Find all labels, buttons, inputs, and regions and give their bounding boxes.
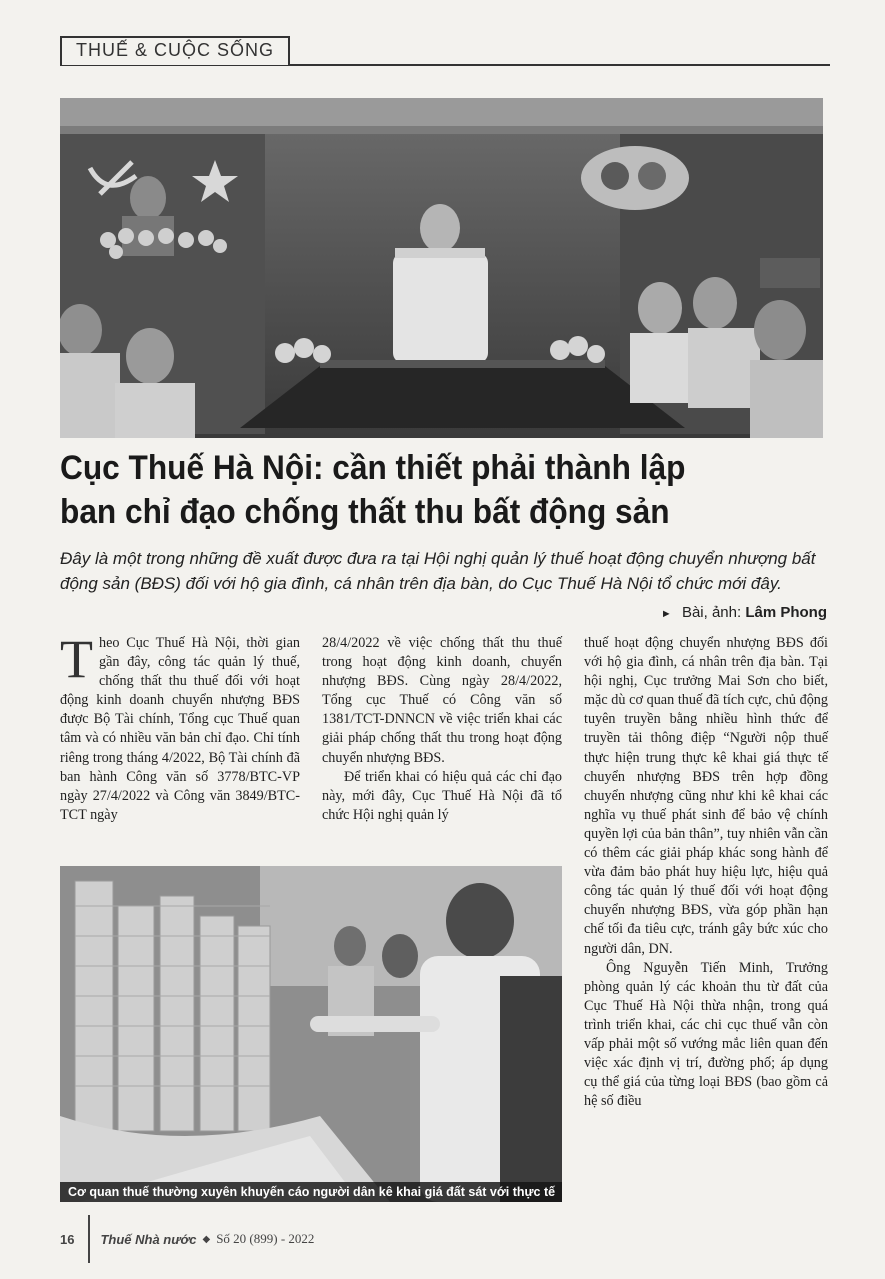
real-estate-model-photo xyxy=(60,866,562,1202)
publication-name: Thuế Nhà nước xyxy=(100,1231,197,1247)
photo-caption: Cơ quan thuế thường xuyên khuyến cáo người dân kê khai giá đất sát với thực tế xyxy=(60,1182,562,1202)
headline-line-1: Cục Thuế Hà Nội: cần thiết phải thành lập xyxy=(60,449,686,487)
drop-cap: T xyxy=(60,629,93,689)
byline xyxy=(661,604,827,621)
headline-line-2: ban chỉ đạo chống thất thu bất động sản xyxy=(60,493,670,531)
issue-number: Số 20 (899) - 2022 xyxy=(216,1231,315,1246)
page-number: 16 xyxy=(60,1231,75,1247)
page-footer xyxy=(60,1228,314,1250)
byline-prefix: Bài, ảnh: xyxy=(681,604,742,621)
diamond-separator-icon: ◆ xyxy=(202,1233,211,1245)
byline-author: Lâm Phong xyxy=(745,604,827,621)
body-column-3 xyxy=(584,634,828,1111)
body-paragraph: 28/4/2022 về việc chống thất thu thuế trong hoạt động kinh doanh, chuyển nhượng BĐS. Cùng ngày 28/4/2022, Tổng cục Thuế có Công văn số 1381/TCT-DNNCN về việc triển khai các giải pháp chống thất thu trong hoạt động chuyển nhượng BĐS. xyxy=(322,635,562,766)
meeting-photo xyxy=(60,98,823,438)
body-paragraph: Ông Nguyễn Tiến Minh, Trưởng phòng quản lý các khoản thu từ đất của Cục Thuế Hà Nội thừa nhận, trong quá trình triển khai, các chi cục thuế vẫn còn vấp phải một số vướng mắc liên quan đến việc xác định vị trí, đường phố; áp dụng cụ thể giá của từng loại BĐS (bao gồm cả hệ số điều xyxy=(584,959,828,1110)
body-text: heo Cục Thuế Hà Nội, thời gian gần đây, công tác quản lý thuế, chống thất thu thuế đối với hoạt động kinh doanh chuyển nhượng BĐS được Bộ Tài chính, Tổng cục Thuế quan tâm và có nhiều văn bản chỉ đạo. Chỉ tính riêng trong tháng 4/2022, Bộ Tài chính đã ban hành Công văn số 3778/BTC-VP ngày 27/4/2022 và Công văn 3849/BTC-TCT ngày xyxy=(60,635,300,823)
body-paragraph: Để triển khai có hiệu quả các chỉ đạo này, mới đây, Cục Thuế Hà Nội đã tổ chức Hội nghị quản lý xyxy=(322,768,562,823)
headline xyxy=(60,446,776,534)
body-column-1 xyxy=(60,629,300,825)
body-paragraph xyxy=(60,629,300,825)
body-paragraph: thuế hoạt động chuyển nhượng BĐS đối với hộ gia đình, cá nhân trên địa bàn. Tại hội nghị, Cục trưởng Mai Sơn cho biết, mặc dù cơ quan thuế đã tích cực, chủ động tuyên truyền bằng nhiều hình thức để truyền tải thông điệp “Người nộp thuế thực hiện trung thực kê khai giá thực tế chuyển nhượng BĐS trên hợp đồng chuyển nhượng cũng như khi kê khai các nghĩa vụ thuế phát sinh để bảo vệ chính quyền lợi của bản thân”, tuy nhiên vẫn cần có thêm các giải pháp khác song hành để vừa đảm bảo phát huy hiệu lực, hiệu quả công tác quản lý thuế đối với hoạt động chuyển nhượng BĐS, vừa góp phần hạn chế tối đa tiêu cực, tránh gây bức xúc cho người dân, DN. xyxy=(584,635,828,957)
triangle-bullet-icon: ► xyxy=(660,608,672,620)
footer-divider xyxy=(88,1215,90,1263)
section-header xyxy=(60,36,830,66)
body-column-2 xyxy=(322,634,562,825)
lede: Đây là một trong những đề xuất được đưa ra tại Hội nghị quản lý thuế hoạt động chuyển nhượng bất động sản (BĐS) đối với hộ gia đình, cá nhân trên địa bàn, do Cục Thuế Hà Nội tổ chức mới đây. xyxy=(60,549,816,593)
section-label: THUẾ & CUỘC SỐNG xyxy=(60,36,290,65)
